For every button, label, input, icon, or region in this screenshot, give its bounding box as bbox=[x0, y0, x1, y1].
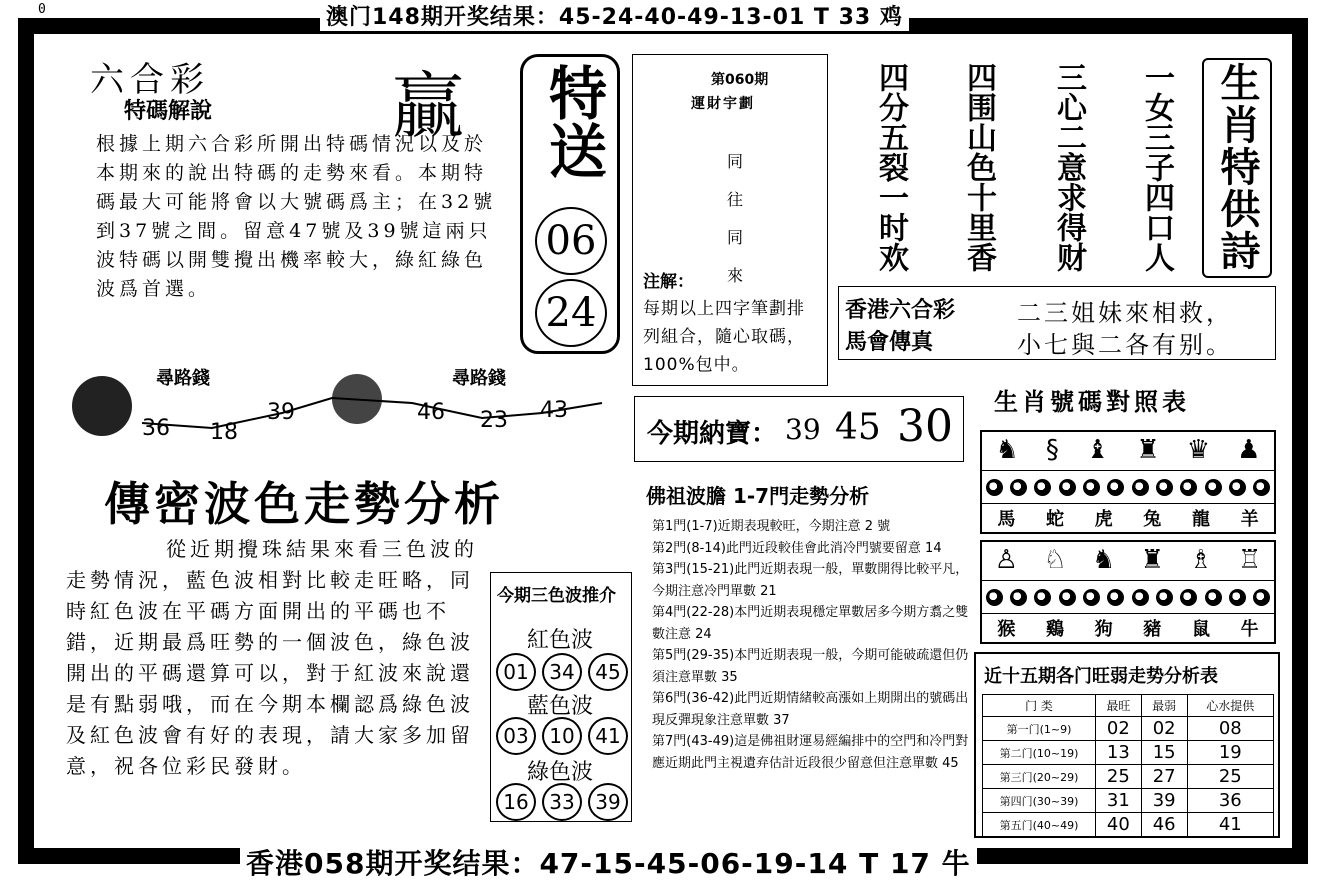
road-number: 43 bbox=[540, 398, 568, 423]
buddha-item: 第3門(15-21)此門近期表現一般，單數開得比較平凡，今期注意冷門單數 21 bbox=[652, 562, 969, 599]
zodiac-label: 虎 bbox=[1094, 509, 1113, 530]
zodiac-label: 狗 bbox=[1094, 619, 1113, 640]
red-number: 01 bbox=[496, 653, 536, 691]
lucky-box bbox=[634, 396, 964, 462]
red-number: 45 bbox=[588, 653, 628, 691]
zodiac-label: 鷄 bbox=[1045, 619, 1064, 640]
col-header: 门 类 bbox=[983, 695, 1096, 717]
zodiac-label: 鼠 bbox=[1191, 619, 1210, 640]
horse-icon: ♞ bbox=[995, 435, 1019, 465]
note-text: 每期以上四字筆劃排列組合，隨心取碼，100%包中。 bbox=[643, 299, 805, 375]
article-heading: 特碼解說 bbox=[124, 99, 213, 124]
buddha-item: 第4門(22-28)本門近期表現穩定單數居多今期方翥之雙數注意 24 bbox=[652, 605, 969, 642]
road-number: 23 bbox=[480, 408, 508, 433]
zodiac-label: 龍 bbox=[1191, 509, 1210, 530]
dragon-icon: ♛ bbox=[1186, 435, 1211, 465]
table-cell: 02 bbox=[1141, 717, 1187, 741]
col-header: 最弱 bbox=[1141, 695, 1187, 717]
trend-table bbox=[982, 694, 1274, 837]
table-cell: 08 bbox=[1187, 717, 1273, 741]
green-number: 33 bbox=[542, 783, 582, 821]
road-label-1: 尋路錢 bbox=[156, 368, 210, 389]
blue-number: 10 bbox=[542, 717, 582, 755]
lhc-logo: 六合彩 bbox=[90, 60, 210, 100]
balls-row bbox=[982, 580, 1274, 614]
blue-number: 41 bbox=[588, 717, 628, 755]
period-chars: 同 往 同 來 bbox=[727, 152, 744, 285]
corner-mark: 0 bbox=[38, 2, 46, 17]
zodiac-label: 牛 bbox=[1240, 619, 1259, 640]
lucky-number: 39 bbox=[785, 413, 821, 446]
table-cell: 第一门(1~9) bbox=[983, 717, 1096, 741]
hk-label-2: 馬會傳真 bbox=[845, 330, 934, 355]
table-cell: 31 bbox=[1096, 789, 1142, 813]
lucky-label: 今期納寶： bbox=[647, 419, 778, 449]
trend-table-title: 近十五期各门旺弱走势分析表 bbox=[984, 666, 1218, 687]
buddha-item: 第5門(29-35)本門近期表現一般，今期可能破疏還但仍須注意單數 35 bbox=[652, 648, 969, 685]
tiger-icon: ♝ bbox=[1085, 435, 1110, 465]
balls-row bbox=[982, 470, 1274, 504]
poem-title: 生肖特供詩 bbox=[1202, 58, 1272, 278]
table-cell: 第四门(30~39) bbox=[983, 789, 1096, 813]
table-cell: 27 bbox=[1141, 765, 1187, 789]
rabbit-icon: ♜ bbox=[1136, 435, 1160, 465]
road-number: 18 bbox=[210, 420, 238, 445]
special-panel bbox=[520, 54, 620, 354]
buddha-item: 第2門(8-14)此門近段較佳會此消冷門號要留意 14 bbox=[652, 540, 942, 556]
table-cell: 41 bbox=[1187, 813, 1273, 837]
buddha-title: 佛祖波膽 1-7門走勢分析 bbox=[646, 484, 870, 508]
lucky-number: 45 bbox=[835, 407, 881, 448]
table-row bbox=[983, 765, 1274, 789]
zodiac-label: 羊 bbox=[1240, 509, 1259, 530]
zodiac-table-title: 生肖號碼對照表 bbox=[994, 388, 1190, 416]
table-row bbox=[983, 813, 1274, 837]
road-number: 39 bbox=[267, 400, 295, 425]
table-cell: 第五门(40~49) bbox=[983, 813, 1096, 837]
green-wave-label: 綠色波 bbox=[527, 760, 594, 785]
table-cell: 46 bbox=[1141, 813, 1187, 837]
period-title: 運財宇劃 bbox=[691, 96, 755, 112]
road-number: 36 bbox=[142, 416, 170, 441]
wave-body: 從近期攪珠結果來看三色波的走勢情況，藍色波相對比較走旺略，同時紅色波在平碼方面開出的平碼也不錯，近期最爲旺勢的一個波色，綠色波開出的平碼還算可以，對于紅波來說還是有點弱哦，而在今期本欄認爲綠色波及紅色波會有好的表現，請大家多加留意，祝各位彩民發財。 bbox=[66, 537, 478, 778]
special-number: 24 bbox=[535, 279, 607, 347]
hk-banner bbox=[838, 286, 1276, 360]
hk-result-banner: 香港058期开奖结果：47-15-45-06-19-14 T 17 牛 bbox=[240, 842, 977, 882]
table-cell: 第三门(20~29) bbox=[983, 765, 1096, 789]
table-row bbox=[983, 741, 1274, 765]
table-cell: 15 bbox=[1141, 741, 1187, 765]
table-cell: 25 bbox=[1096, 765, 1142, 789]
table-cell: 40 bbox=[1096, 813, 1142, 837]
goat-icon: ♟ bbox=[1237, 435, 1261, 465]
period-box bbox=[632, 54, 828, 386]
hk-poem-2: 小七與二各有别。 bbox=[1017, 331, 1233, 359]
table-cell: 第二门(10~19) bbox=[983, 741, 1096, 765]
wave-title: 傳密波色走勢分析 bbox=[104, 477, 504, 531]
hk-label-1: 香港六合彩 bbox=[845, 298, 956, 323]
zodiac-label: 兔 bbox=[1143, 509, 1162, 530]
rooster-icon: ♘ bbox=[1043, 545, 1067, 575]
red-wave-label: 紅色波 bbox=[527, 628, 594, 653]
table-cell: 36 bbox=[1187, 789, 1273, 813]
red-number: 34 bbox=[542, 653, 582, 691]
lucky-number: 30 bbox=[897, 401, 953, 452]
rat-icon: ♗ bbox=[1189, 545, 1213, 575]
pig-icon: ♜ bbox=[1140, 545, 1164, 575]
monkey-icon: ♙ bbox=[994, 545, 1018, 575]
road-strip bbox=[62, 358, 632, 453]
table-row bbox=[983, 717, 1274, 741]
table-cell: 19 bbox=[1187, 741, 1273, 765]
table-row bbox=[983, 789, 1274, 813]
green-number: 16 bbox=[496, 783, 536, 821]
note-label: 注解： bbox=[643, 272, 694, 292]
road-number: 46 bbox=[417, 400, 445, 425]
table-cell: 39 bbox=[1141, 789, 1187, 813]
poem-line: 四分五裂一时欢 bbox=[873, 62, 908, 272]
zodiac-label: 猴 bbox=[997, 619, 1016, 640]
zodiac-poem bbox=[838, 52, 1283, 282]
period-number: 第060期 bbox=[711, 72, 769, 88]
zodiac-label: 馬 bbox=[997, 509, 1016, 530]
poem-line: 三心二意求得财 bbox=[1051, 62, 1086, 272]
buddha-section bbox=[640, 470, 972, 830]
road-label-2: 尋路錢 bbox=[452, 368, 506, 389]
green-number: 39 bbox=[588, 783, 628, 821]
macau-result-banner: 澳门148期开奖结果：45-24-40-49-13-01 T 33 鸡 bbox=[320, 0, 909, 31]
snake-icon: § bbox=[1045, 435, 1059, 465]
col-header: 心水提供 bbox=[1187, 695, 1273, 717]
table-cell: 25 bbox=[1187, 765, 1273, 789]
big-win-char: 贏 bbox=[392, 64, 465, 148]
poem-line: 四围山色十里香 bbox=[961, 62, 996, 272]
special-number: 06 bbox=[535, 207, 607, 275]
zodiac-row-2 bbox=[980, 540, 1276, 644]
ox-icon: ♖ bbox=[1237, 545, 1262, 575]
special-title: 特送 bbox=[539, 63, 607, 179]
zodiac-label: 蛇 bbox=[1045, 509, 1064, 530]
poem-line: 一女三子四口人 bbox=[1139, 62, 1174, 272]
trend-table-box bbox=[974, 652, 1280, 838]
blue-number: 03 bbox=[496, 717, 536, 755]
three-color-box bbox=[490, 572, 632, 822]
left-article bbox=[62, 48, 502, 393]
article-body: 根據上期六合彩所開出特碼情況以及於本期來的說出特碼的走勢來看。本期特碼最大可能將會以大號碼爲主；在32號到37號之間。留意47號及39號這兩只波特碼以開雙攪出機率較大，綠紅綠色波爲首選。 bbox=[96, 133, 497, 300]
table-cell: 13 bbox=[1096, 741, 1142, 765]
zodiac-row-1 bbox=[980, 430, 1276, 534]
three-color-title: 今期三色波推介 bbox=[497, 586, 616, 606]
blue-wave-label: 藍色波 bbox=[527, 694, 594, 719]
buddha-item: 第7門(43-49)這是佛祖財運易經編排中的空門和冷門對應近期此門主視遺弃估計近段很少留意但注意單數 45 bbox=[652, 734, 969, 771]
buddha-item: 第6門(36-42)此門近期情緒較高漲如上期開出的號碼出現反彈現象注意單數 37 bbox=[652, 691, 969, 728]
dog-icon: ♞ bbox=[1091, 545, 1116, 575]
col-header: 最旺 bbox=[1096, 695, 1142, 717]
hk-poem-1: 二三姐妹來相救， bbox=[1017, 299, 1233, 327]
zodiac-label: 豬 bbox=[1143, 619, 1162, 640]
table-cell: 02 bbox=[1096, 717, 1142, 741]
buddha-item: 第1門(1-7)近期表現較旺，今期注意 2 號 bbox=[652, 519, 891, 534]
